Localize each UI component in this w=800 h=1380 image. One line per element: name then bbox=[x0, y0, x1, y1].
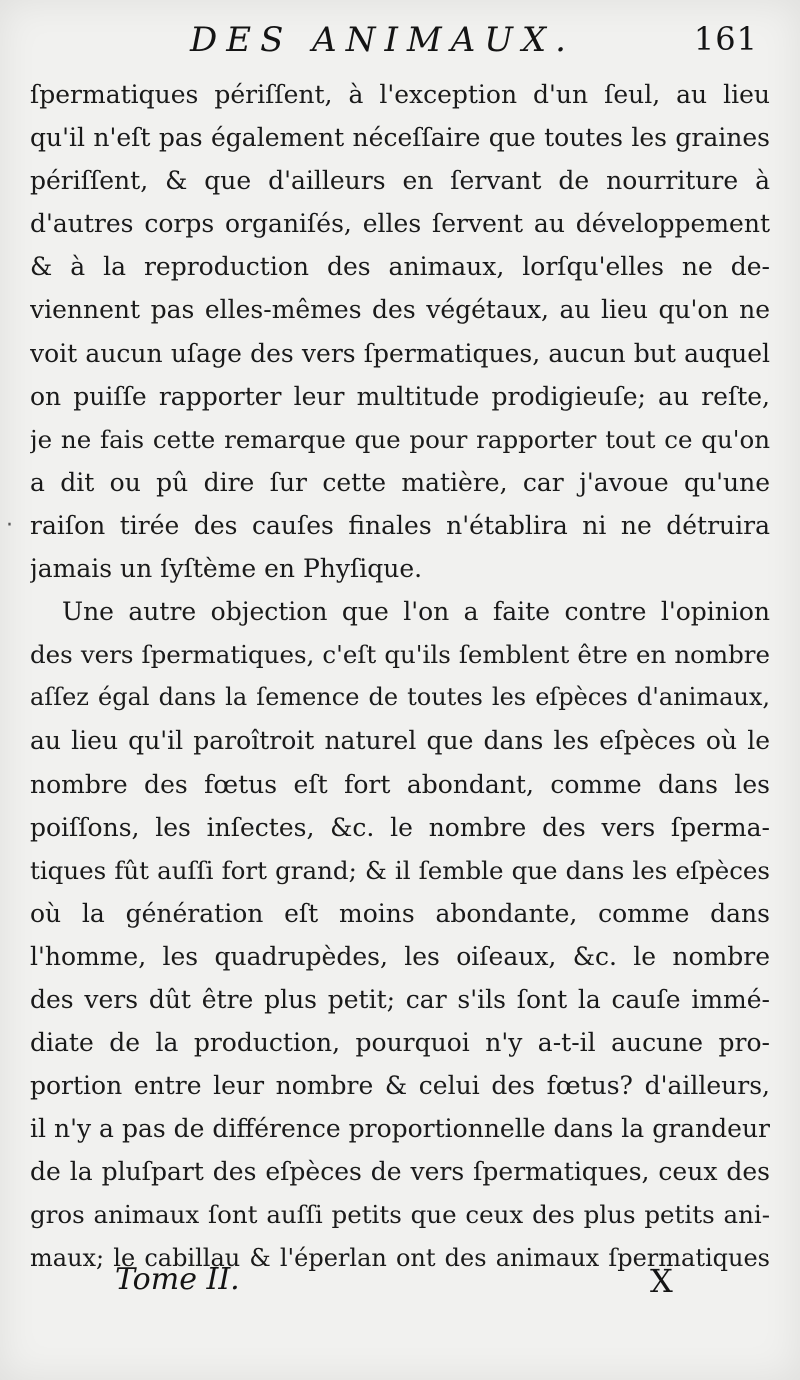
text-line: des vers ſpermatiques, c'eſt qu'ils ſemblent être en nombre bbox=[30, 640, 770, 670]
text-line: tiques fût auſſi fort grand; & il ſemble que dans les eſpèces bbox=[30, 855, 770, 885]
text-line: des vers dût être plus petit; car s'ils ſont la cauſe immé- bbox=[30, 984, 770, 1014]
volume-label: Tome II. bbox=[115, 1262, 240, 1297]
text-line: diate de la production, pourquoi n'y a-t-il aucune pro- bbox=[30, 1028, 770, 1058]
paragraph-end-line: jamais un ſyſtème en Phyſique. bbox=[30, 554, 423, 584]
page-footer bbox=[0, 1262, 800, 1312]
signature-mark: X bbox=[650, 1262, 673, 1300]
running-head: DES ANIMAUX. bbox=[190, 20, 575, 60]
text-line: on puiſſe rapporter leur multitude prodigieuſe; au reſte, bbox=[30, 381, 770, 411]
text-line: raiſon tirée des cauſes finales n'établira ni ne détruira bbox=[30, 510, 770, 540]
text-line: d'autres corps organiſés, elles ſervent au développement bbox=[30, 209, 770, 239]
page-number: 161 bbox=[693, 20, 758, 58]
text-line: où la génération eſt moins abondante, comme dans bbox=[30, 898, 770, 928]
text-line: viennent pas elles-mêmes des végétaux, au lieu qu'on ne bbox=[30, 295, 770, 325]
text-line: au lieu qu'il paroîtroit naturel que dans les eſpèces où le bbox=[30, 726, 770, 756]
text-line: périſſent, & que d'ailleurs en ſervant de nourriture à bbox=[30, 166, 770, 196]
paragraph-start-line: Une autre objection que l'on a faite contre l'opinion bbox=[62, 597, 770, 627]
text-line: poiſſons, les inſectes, &c. le nombre des vers ſperma- bbox=[30, 812, 770, 842]
text-line: aſſez égal dans la ſemence de toutes les eſpèces d'animaux, bbox=[30, 683, 770, 712]
text-line: de la pluſpart des eſpèces de vers ſpermatiques, ceux des bbox=[30, 1157, 770, 1187]
text-line: qu'il n'eſt pas également néceſſaire que toutes les graines bbox=[30, 123, 770, 153]
margin-mark: · bbox=[6, 513, 13, 538]
text-line: voit aucun uſage des vers ſpermatiques, aucun but auquel bbox=[30, 338, 770, 368]
text-line: nombre des fœtus eſt fort abondant, comme dans les bbox=[30, 769, 770, 799]
text-line: il n'y a pas de différence proportionnelle dans la grandeur bbox=[30, 1114, 770, 1144]
text-line: je ne fais cette remarque que pour rapporter tout ce qu'on bbox=[30, 424, 770, 454]
text-line: ſpermatiques périſſent, à l'exception d'un ſeul, au lieu bbox=[30, 80, 770, 109]
text-line: l'homme, les quadrupèdes, les oiſeaux, &c. le nombre bbox=[30, 941, 770, 971]
text-line: portion entre leur nombre & celui des fœtus? d'ailleurs, bbox=[30, 1071, 770, 1101]
body-text bbox=[30, 73, 770, 1280]
text-line: & à la reproduction des animaux, lorſqu'elles ne de- bbox=[30, 252, 770, 282]
text-line: maux; le cabillau & l'éperlan ont des animaux ſpermatiques bbox=[30, 1243, 770, 1272]
text-line: gros animaux ſont auſſi petits que ceux des plus petits ani- bbox=[30, 1200, 770, 1230]
text-line: a dit ou pû dire ſur cette matière, car j'avoue qu'une bbox=[30, 467, 770, 497]
page-header bbox=[0, 18, 800, 68]
